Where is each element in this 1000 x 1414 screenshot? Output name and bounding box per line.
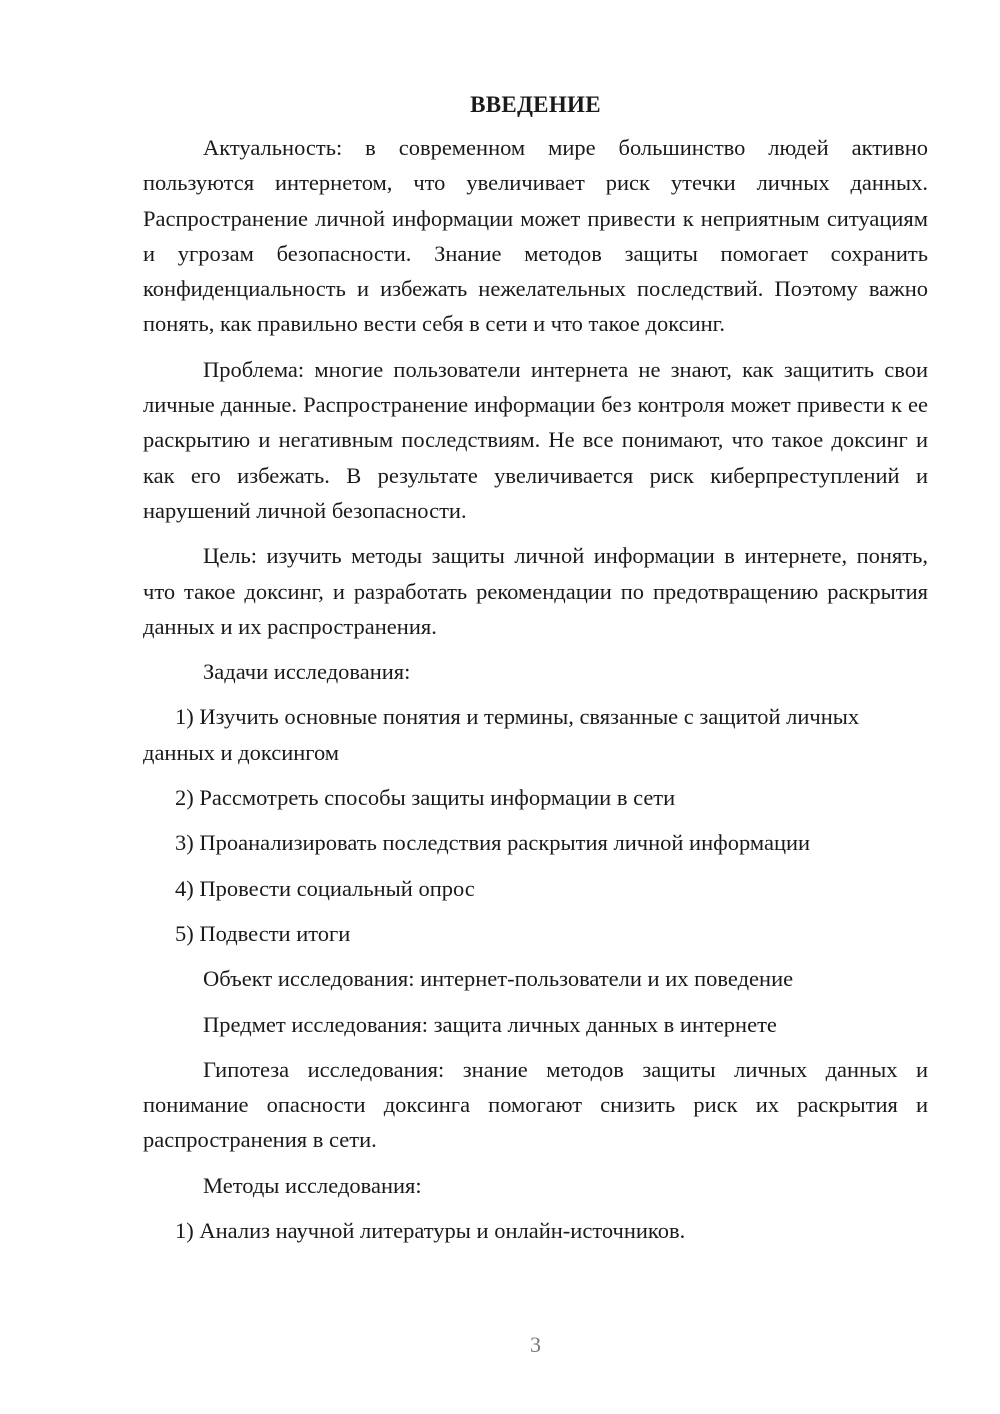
document-page (143, 92, 928, 1258)
goal-paragraph: Цель: изучить методы защиты личной информации в интернете, понять, что такое доксинг, и разработать рекомендации по предотвращению раскрытия данных и их распространения. (143, 543, 928, 639)
task-item: 5) Подвести итоги (175, 920, 351, 946)
hypothesis-paragraph: Гипотеза исследования: знание методов защиты личных данных и понимание опасности доксинга помогают снизить риск их раскрытия и распространения в сети. (143, 1056, 928, 1153)
problem-paragraph: Проблема: многие пользователи интернета не знают, как защитить свои личные данные. Распространение информации без контроля может привести к ее раскрытию и негативным последствиям. Не все понимают, что такое доксинг и как его избежать. В результате увеличивается риск киберпреступлений и нарушений личной безопасности. (143, 356, 928, 523)
page-number: 3 (530, 1332, 541, 1357)
method-item: 1) Анализ научной литературы и онлайн-источников. (175, 1218, 686, 1244)
task-item: 3) Проанализировать последствия раскрытия личной информации (175, 830, 811, 856)
task-item: 4) Провести социальный опрос (175, 875, 475, 901)
task-item: 1) Изучить основные понятия и термины, связанные с защитой личных данных и доксингом (143, 704, 860, 765)
research-object: Объект исследования: интернет-пользователи и их поведение (203, 966, 794, 992)
relevance-paragraph: Актуальность: в современном мире большинство людей активно пользуются интернетом, что увеличивает риск утечки личных данных. Распространение личной информации может привести к неприятным ситуациям и угрозам безопасности. Знание методов защиты помогает сохранить конфиденциальность и избежать нежелательных последствий. Поэтому важно понять, как правильно вести себя в сети и что такое доксинг. (143, 135, 928, 337)
section-title: ВВЕДЕНИЕ (470, 92, 601, 117)
task-item: 2) Рассмотреть способы защиты информации в сети (175, 785, 676, 811)
methods-heading: Методы исследования: (203, 1172, 422, 1198)
tasks-heading: Задачи исследования: (203, 659, 411, 685)
research-subject: Предмет исследования: защита личных данных в интернете (203, 1011, 777, 1037)
